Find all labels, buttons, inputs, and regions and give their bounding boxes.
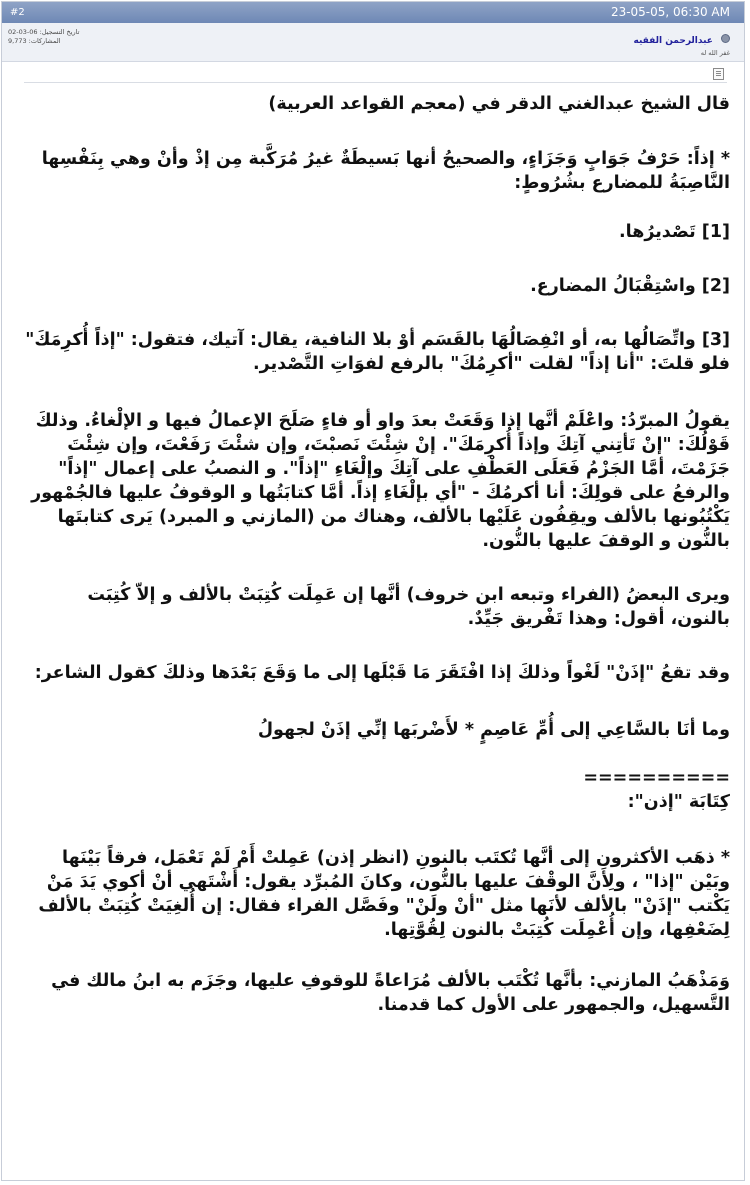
post-paragraph: ويرى البعضُ (الفراء وتبعه ابن خروف) أنَّها إن عَمِلَت كُتِبَتْ بالألف و إلاّ كُتِبَت بالنون، أقول: وهذا تَفْريق جَيِّدٌ. bbox=[87, 585, 730, 629]
user-title: غفر الله له bbox=[700, 49, 730, 57]
post-header-bar bbox=[2, 2, 744, 23]
post-paragraph: * إذاً: حَرْفُ جَوَابٍ وَجَزَاءٍ، والصحيحُ أنها بَسيطَةٌ غيرُ مُرَكَّبة مِن إذْ وأنْ وهي بِنَفْسِها النَّاصِبَةُ للمضارع بشُرُوطٍ: bbox=[41, 149, 730, 193]
post-paragraph: ========== كِتَابَة "إذن": bbox=[583, 768, 730, 812]
join-date: تاريخ التسجيل: 06-03-02 bbox=[8, 28, 80, 36]
post-paragraph: [1] تَصْديرُها. bbox=[618, 222, 730, 242]
username-link[interactable]: عبدالرحمن الفقيه bbox=[633, 36, 713, 46]
post-number-link[interactable]: #2 bbox=[10, 7, 25, 18]
post-container bbox=[1, 1, 745, 1181]
post-body bbox=[22, 92, 730, 1017]
post-paragraph: وَمَذْهَبُ المازني: بأنَّها تُكْتَب بالألف مُرَاعاةً للوقوفِ عليها، وجَزَم به ابنُ مالك في التَّسهيل، والجمهور على الأول كما قدمنا. bbox=[51, 971, 730, 1015]
post-count: المشاركات: 9,773 bbox=[8, 37, 61, 45]
user-identity bbox=[634, 28, 730, 58]
post-paragraph: وقد تقعُ "إذَنْ" لَغْواً وذلكَ إذا افْتَقَرَ مَا قَبْلَها إلى ما وَقَعَ بَعْدَها وذلكَ كقول الشاعر: bbox=[34, 663, 730, 683]
online-status-icon bbox=[721, 34, 730, 43]
user-info-bar bbox=[2, 23, 744, 62]
post-paragraph: قال الشيخ عبدالغني الدقر في (معجم القواعد العربية) bbox=[268, 94, 730, 114]
post-paragraph: [2] واسْتِقْبَالُ المضارع. bbox=[530, 276, 730, 296]
user-stats bbox=[8, 28, 79, 46]
post-divider bbox=[24, 82, 727, 83]
post-paragraph: * ذهَب الأكثرون إلى أنَّها تُكتَب بالنونِ (انظر إذن) عَمِلتْ أَمْ لَمْ تَعْمَل، فرقاً بَيْنَها وبَيْن "إذا" ، ولِأَنَّ الوقْفَ عليها بالنُّون، وكانَ المُبرِّد يقول: أَشْتَهي أنْ أكوي يَدَ مَنْ يَكْتب "إذَنْ" بالألف لأنَها مثل "أنْ ولَنْ" وفَصَّل الفراء فقال: إن أُلغِيَتْ كُتِبَتْ بالألف لِضَعْفِها، وإن أُعْمِلَت كُتِبَتْ بالنون لِقُوَّتِها. bbox=[38, 848, 730, 940]
post-paragraph: يقولُ المبرّدُ: واعْلَمْ أنَّها إذا وَقَعَتْ بعدَ واو أو فاءٍ صَلَحَ الإعمالُ فيها و الإلْغاءُ. وذلكَ قَوْلُكَ: "إنْ تَأتِني آتِكَ وإذاً أُكرِمَكَ". إنْ شِئْتَ نَصبْتَ، وإن شئْتَ رَفَعْتَ، وإن شِئْتَ جَزَمْتَ، أمَّا الجَزْمُ فَعَلَى العَطْفِ على آتِكَ وإلْغَاءِ "إذاً". و النصبُ على إعمال "إذاً" والرفعُ على قولِكَ: أنا أكرمُكَ - "أي بإلْغَاءِ إذاً. أمَّا كتابَتُها و الوقوفُ عليها فالجُمْهور يَكْتُبُونها بالألف ويقِفُون عَلَيْها بالألف، وهناك من (المازني و المبرد) يَرى كتابتَها بالنُّون و الوقفَ عليها بالنُّون. bbox=[31, 411, 730, 551]
post-paragraph: وما أنَا بالسَّاعِي إلى أُمِّ عَاصِمٍ * لأَضْربَها إنِّي إذَنْ لجهولُ bbox=[257, 720, 730, 740]
post-paragraph: [3] واتِّصَالُها به، أو انْفِصَالُهَا بالقَسَم أوْ بلا النافية، يقال: آتيك، فتقول: "إذاً أُكرِمَكَ" فلو قلتَ: "أنا إذاً" لقلت "أكرِمُكَ" بالرفع لفوَاتِ التَّصْدير. bbox=[25, 330, 730, 374]
post-date: 23-05-05, 06:30 AM bbox=[610, 5, 730, 19]
post-icon bbox=[713, 68, 724, 80]
